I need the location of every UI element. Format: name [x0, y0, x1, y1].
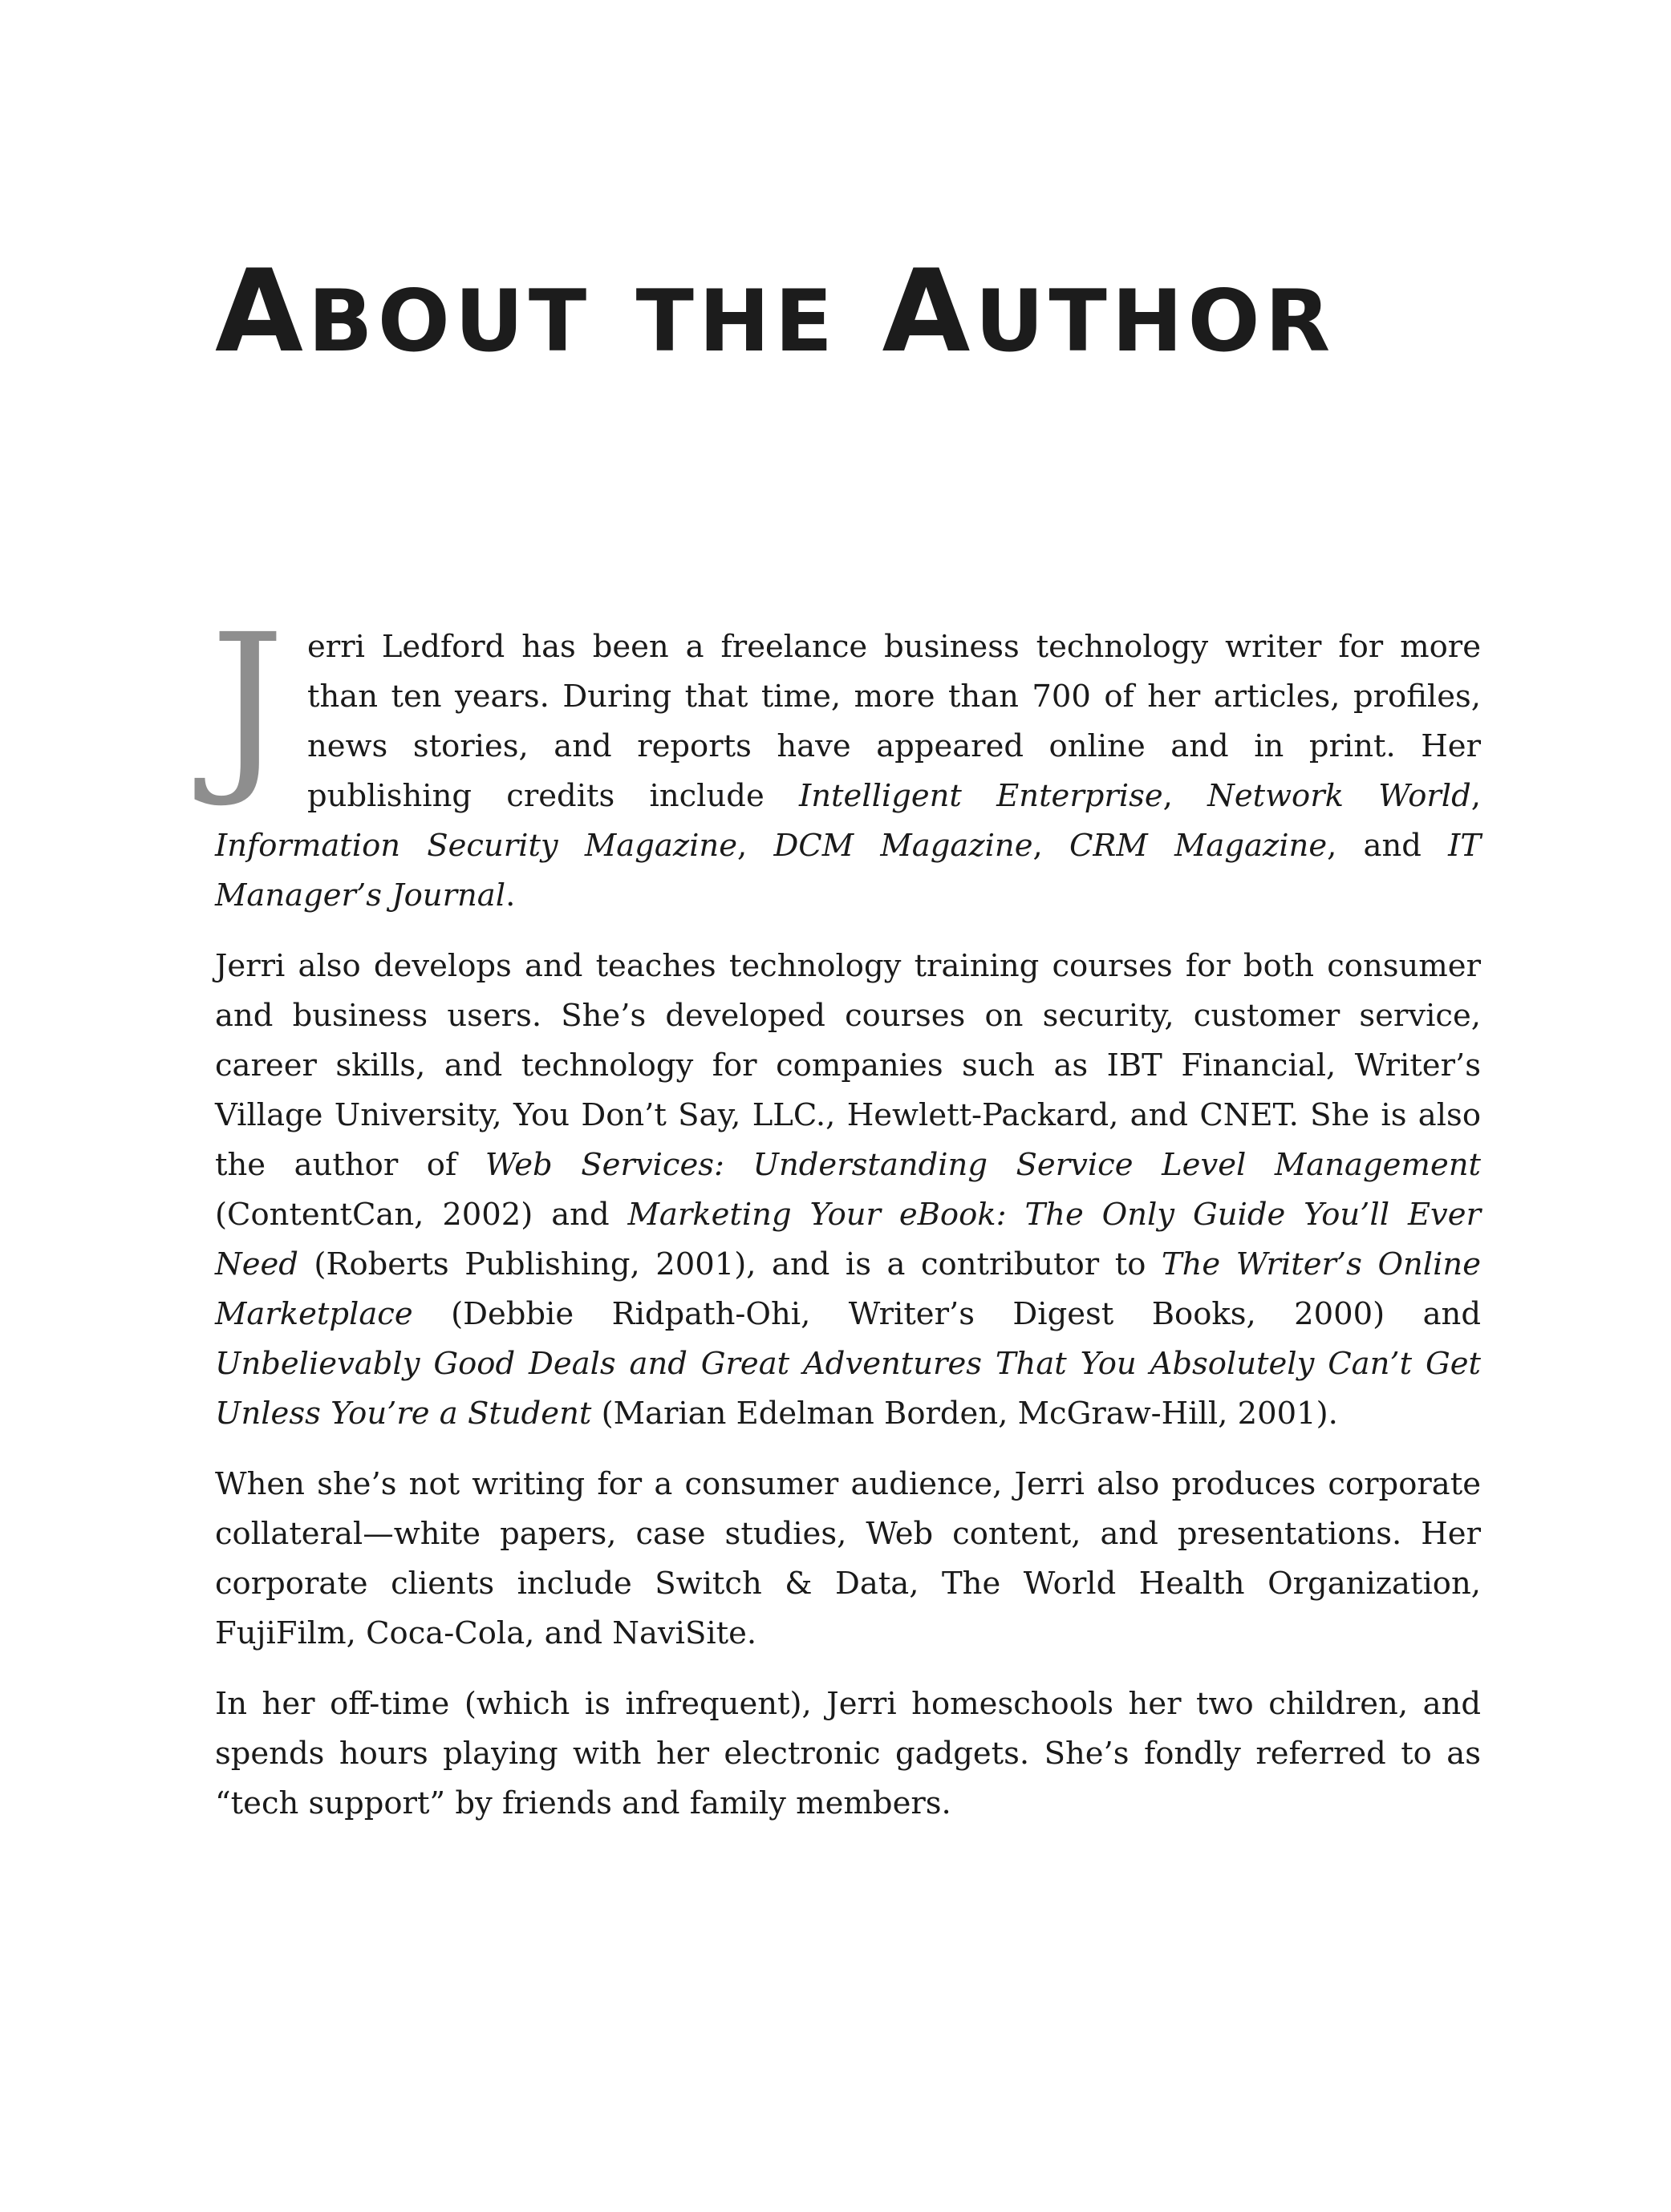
author-name: erri Ledford: [307, 629, 505, 665]
page-title: [215, 245, 1336, 378]
intro-text: has been a freelance business technology writer for more than ten years. During that time, more than 700 of her articles, profiles, news stories, and reports have appeared online and in print. Her publishing credits include: [307, 629, 1481, 814]
separator: ,: [1032, 828, 1069, 864]
courses-text: Jerri also develops and teaches technology training courses for both consumer and business users. She’s developed courses on security, customer service, career skills, and technology for companies such as IBT Financial, Writer’s Village University, You Don’t Say, LLC., Hewlett-Packard, and CNET. She is also the author of: [215, 948, 1481, 1183]
drop-cap: J: [210, 594, 286, 811]
title-word-uthor: UTHOR: [975, 272, 1336, 371]
publication-title: Information Security Magazine: [215, 828, 738, 864]
courses-text: (Roberts Publishing, 2001), and is a contributor to: [298, 1246, 1162, 1282]
title-word-the: THE: [635, 272, 838, 371]
separator: .: [505, 877, 516, 914]
publication-title: IT Manager’s Journal: [215, 828, 1482, 914]
book-title: Marketing Your eBook: The Only Guide You’ll Ever Need: [215, 1197, 1481, 1282]
title-initial-a: A: [215, 245, 308, 378]
separator: , and: [1327, 828, 1449, 864]
paragraph-intro: [210, 594, 1482, 921]
separator: ,: [1162, 778, 1208, 814]
book-title: Web Services: Understanding Service Level Management: [485, 1147, 1481, 1183]
courses-text: (ContentCan, 2002) and: [215, 1197, 628, 1233]
title-initial-a-2: A: [882, 245, 975, 378]
separator: ,: [1470, 778, 1481, 814]
book-title: Unbelievably Good Deals and Great Adventures That You Absolutely Can’t Get Unless You’re a Student: [215, 1346, 1481, 1432]
courses-text: (Marian Edelman Borden, McGraw-Hill, 2001).: [591, 1396, 1338, 1432]
publication-title: Network World: [1207, 778, 1471, 814]
courses-text: (Debbie Ridpath-Ohi, Writer’s Digest Books, 2000) and: [412, 1296, 1481, 1332]
book-title: The Writer’s Online Marketplace: [215, 1246, 1482, 1332]
paragraph-corporate: When she’s not writing for a consumer audience, Jerri also produces corporate collateral—white papers, case studies, Web content, and presentations. Her corporate clients include Switch & Data, The World Health Organization, FujiFilm, Coca-Cola, and NaviSite.: [215, 1466, 1481, 1651]
separator: ,: [737, 828, 774, 864]
publication-title: Intelligent Enterprise: [799, 778, 1163, 814]
body-text: [210, 594, 1482, 1849]
paragraph-offtime: In her off-time (which is infrequent), Jerri homeschools her two children, and spends hours playing with her electronic gadgets. She’s fondly referred to as “tech support” by friends and family members.: [215, 1686, 1481, 1821]
publication-title: CRM Magazine: [1069, 828, 1328, 864]
publication-title: DCM Magazine: [773, 828, 1033, 864]
title-word-bout: BOUT: [307, 272, 592, 371]
paragraph-courses: [215, 942, 1481, 1439]
